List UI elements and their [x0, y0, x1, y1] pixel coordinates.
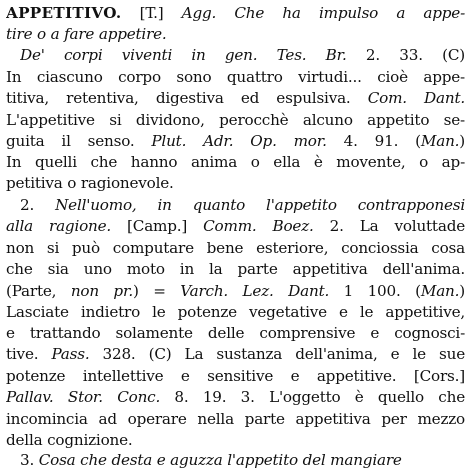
text-run: [T.]: [121, 4, 182, 22]
text-run: che sia uno moto in la parte appetitiva dell'anima.: [6, 260, 465, 278]
text-line: [6, 322, 465, 344]
italic-text: Plut. Adr. Op. mor.: [151, 132, 327, 150]
italic-text: Agg. Che ha impulso a appe-: [181, 4, 465, 22]
italic-text: Cosa che desta e aguzza l'appetito del mangiare: [38, 451, 402, 469]
text-line: [6, 408, 465, 430]
text-line: [6, 2, 465, 24]
text-run: potenze intellettive e sensitive e appetitive. [Cors.]: [6, 367, 465, 385]
text-run: [257, 46, 276, 64]
text-run: In ciascuno corpo sono quattro virtudi... cioè appe-: [6, 68, 465, 86]
text-run: titiva, retentiva, digestiva ed espulsiva.: [6, 89, 368, 107]
text-line: [6, 109, 465, 131]
text-line: [6, 66, 465, 88]
text-run: guita il senso.: [6, 132, 152, 150]
italic-text: Tes. Br.: [276, 46, 347, 64]
text-line: [6, 429, 465, 451]
text-run: ): [459, 132, 465, 150]
italic-text: De' corpi viventi in gen.: [20, 46, 258, 64]
italic-text: alla ragione.: [6, 217, 112, 235]
headword: APPETITIVO.: [6, 4, 122, 22]
text-run: ): [459, 282, 465, 300]
text-run: ) =: [132, 282, 181, 300]
text-line: [6, 258, 465, 280]
text-run: In quelli che hanno anima o ella è movente, o ap-: [6, 153, 465, 171]
text-line: [20, 449, 465, 471]
text-run: 2. La voluttade: [313, 217, 465, 235]
italic-text: Pallav. Stor. Conc.: [6, 388, 161, 406]
text-run: Lasciate indietro le potenze vegetative e le appetitive,: [6, 303, 465, 321]
text-line: [6, 172, 465, 194]
text-run: 8. 19. 3. L'oggetto è quello che: [160, 388, 465, 406]
text-run: 1 100. (: [329, 282, 421, 300]
italic-text: Man.: [420, 282, 460, 300]
text-run: della cognizione.: [6, 431, 133, 449]
text-line: [20, 44, 465, 66]
text-line: [6, 343, 465, 365]
text-line: [6, 130, 465, 152]
text-run: 2. 33. (C): [346, 46, 465, 64]
text-run: 2.: [20, 196, 56, 214]
italic-text: Comm. Boez.: [203, 217, 314, 235]
italic-text: non pr.: [70, 282, 133, 300]
text-line: [20, 194, 465, 216]
text-line: [6, 386, 465, 408]
italic-text: Pass.: [51, 345, 90, 363]
italic-text: Nell'uomo, in quanto l'appetito contrapponesi: [55, 196, 465, 214]
text-run: 3.: [20, 451, 39, 469]
italic-text: Com. Dant.: [367, 89, 465, 107]
text-line: [6, 301, 465, 323]
italic-text: Man.: [420, 132, 460, 150]
text-line: [6, 280, 465, 302]
text-run: incomincia ad operare nella parte appetitiva per mezzo: [6, 410, 465, 428]
text-line: [6, 23, 465, 45]
text-run: non si può computare bene esteriore, conciossia cosa: [6, 239, 465, 257]
text-line: [6, 151, 465, 173]
text-line: [6, 215, 465, 237]
italic-text: tire o a fare appetire.: [6, 25, 167, 43]
text-line: [6, 237, 465, 259]
text-run: (Parte,: [6, 282, 71, 300]
text-line: [6, 87, 465, 109]
text-run: L'appetitive si dividono, perocchè alcuno appetito se-: [6, 111, 465, 129]
text-line: [6, 365, 465, 387]
text-run: [Camp.]: [111, 217, 204, 235]
text-run: 4. 91. (: [326, 132, 421, 150]
text-run: tive.: [6, 345, 52, 363]
text-run: 328. (C) La sustanza dell'anima, e le sue: [89, 345, 465, 363]
text-run: e trattando solamente delle comprensive e cognosci-: [6, 324, 465, 342]
italic-text: Varch. Lez. Dant.: [180, 282, 330, 300]
text-run: petitiva o ragionevole.: [6, 174, 174, 192]
